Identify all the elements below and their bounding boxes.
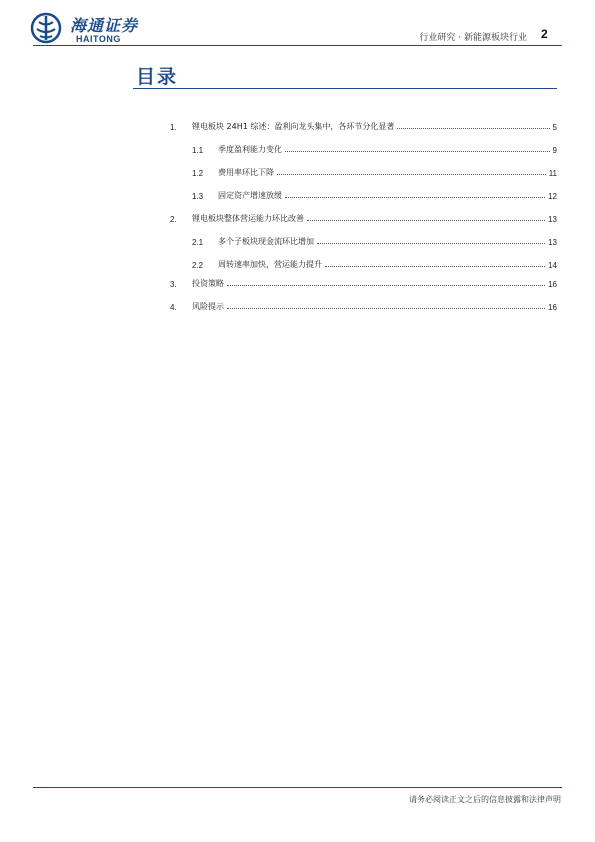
logo-chinese-name: 海通证券 bbox=[70, 16, 139, 35]
haitong-logo bbox=[30, 10, 160, 50]
toc-entry-page: 5 bbox=[552, 123, 557, 132]
toc-entry-label: 锂电板块 24H1 综述：盈利向龙头集中，各环节分化显著 bbox=[192, 122, 395, 131]
toc-leader-dots bbox=[285, 197, 545, 198]
toc-entry-number: 2.2 bbox=[192, 261, 204, 270]
toc-entry-label: 风险提示 bbox=[192, 302, 224, 311]
footer-disclaimer: 请务必阅读正文之后的信息披露和法律声明 bbox=[409, 795, 561, 804]
toc-entry-number: 1.2 bbox=[192, 169, 204, 178]
toc-entry-label: 多个子板块现金流环比增加 bbox=[218, 237, 314, 246]
toc-leader-dots bbox=[397, 128, 549, 129]
toc-entry-page: 9 bbox=[552, 146, 557, 155]
haitong-logo-icon bbox=[30, 12, 62, 44]
toc-entry-label: 季度盈利能力变化 bbox=[218, 145, 282, 154]
toc-title-divider bbox=[133, 88, 557, 89]
toc-entry-number: 2.1 bbox=[192, 238, 204, 247]
toc-leader-dots bbox=[285, 151, 550, 152]
header-divider bbox=[33, 45, 562, 46]
toc-entry-label: 周转速率加快，营运能力提升 bbox=[218, 260, 322, 269]
toc-entry-3[interactable] bbox=[170, 275, 557, 289]
toc-leader-dots bbox=[317, 243, 545, 244]
toc-entry-1-1[interactable] bbox=[192, 141, 557, 155]
logo-english-name: HAITONG bbox=[76, 34, 121, 44]
toc-entry-1-3[interactable] bbox=[192, 187, 557, 201]
toc-leader-dots bbox=[227, 308, 545, 309]
page-number: 2 bbox=[541, 27, 548, 41]
toc-entry-number: 4. bbox=[170, 303, 177, 312]
toc-leader-dots bbox=[307, 220, 545, 221]
toc-entry-number: 3. bbox=[170, 280, 177, 289]
toc-entry-page: 13 bbox=[548, 215, 557, 224]
toc-title: 目录 bbox=[136, 66, 179, 88]
toc-entry-label: 投资策略 bbox=[192, 279, 224, 288]
toc-entry-page: 13 bbox=[548, 238, 557, 247]
toc-entry-page: 11 bbox=[548, 169, 557, 178]
toc-entry-page: 14 bbox=[548, 261, 557, 270]
toc-entry-2-1[interactable] bbox=[192, 233, 557, 247]
toc-entry-1-2[interactable] bbox=[192, 164, 557, 178]
toc-entry-number: 2. bbox=[170, 215, 177, 224]
toc-entry-4[interactable] bbox=[170, 298, 557, 312]
toc-entry-number: 1. bbox=[170, 123, 177, 132]
toc-entry-2[interactable] bbox=[170, 210, 557, 224]
toc-leader-dots bbox=[277, 174, 546, 175]
toc-entry-2-2[interactable] bbox=[192, 256, 557, 270]
toc-entry-number: 1.3 bbox=[192, 192, 204, 201]
header-section-label: 行业研究 · 新能源板块行业 bbox=[419, 33, 527, 43]
toc-leader-dots bbox=[227, 285, 545, 286]
toc-leader-dots bbox=[325, 266, 545, 267]
toc-entry-page: 16 bbox=[548, 280, 557, 289]
toc-entry-label: 锂电板块整体营运能力环比改善 bbox=[192, 214, 304, 223]
footer-divider bbox=[33, 787, 562, 788]
toc-entry-number: 1.1 bbox=[192, 146, 204, 155]
toc-entry-page: 16 bbox=[548, 303, 557, 312]
toc-entry-page: 12 bbox=[548, 192, 557, 201]
toc-entry-1[interactable] bbox=[170, 118, 557, 132]
toc-entry-label: 固定资产增速放缓 bbox=[218, 191, 282, 200]
toc-entry-label: 费用率环比下降 bbox=[218, 168, 274, 177]
